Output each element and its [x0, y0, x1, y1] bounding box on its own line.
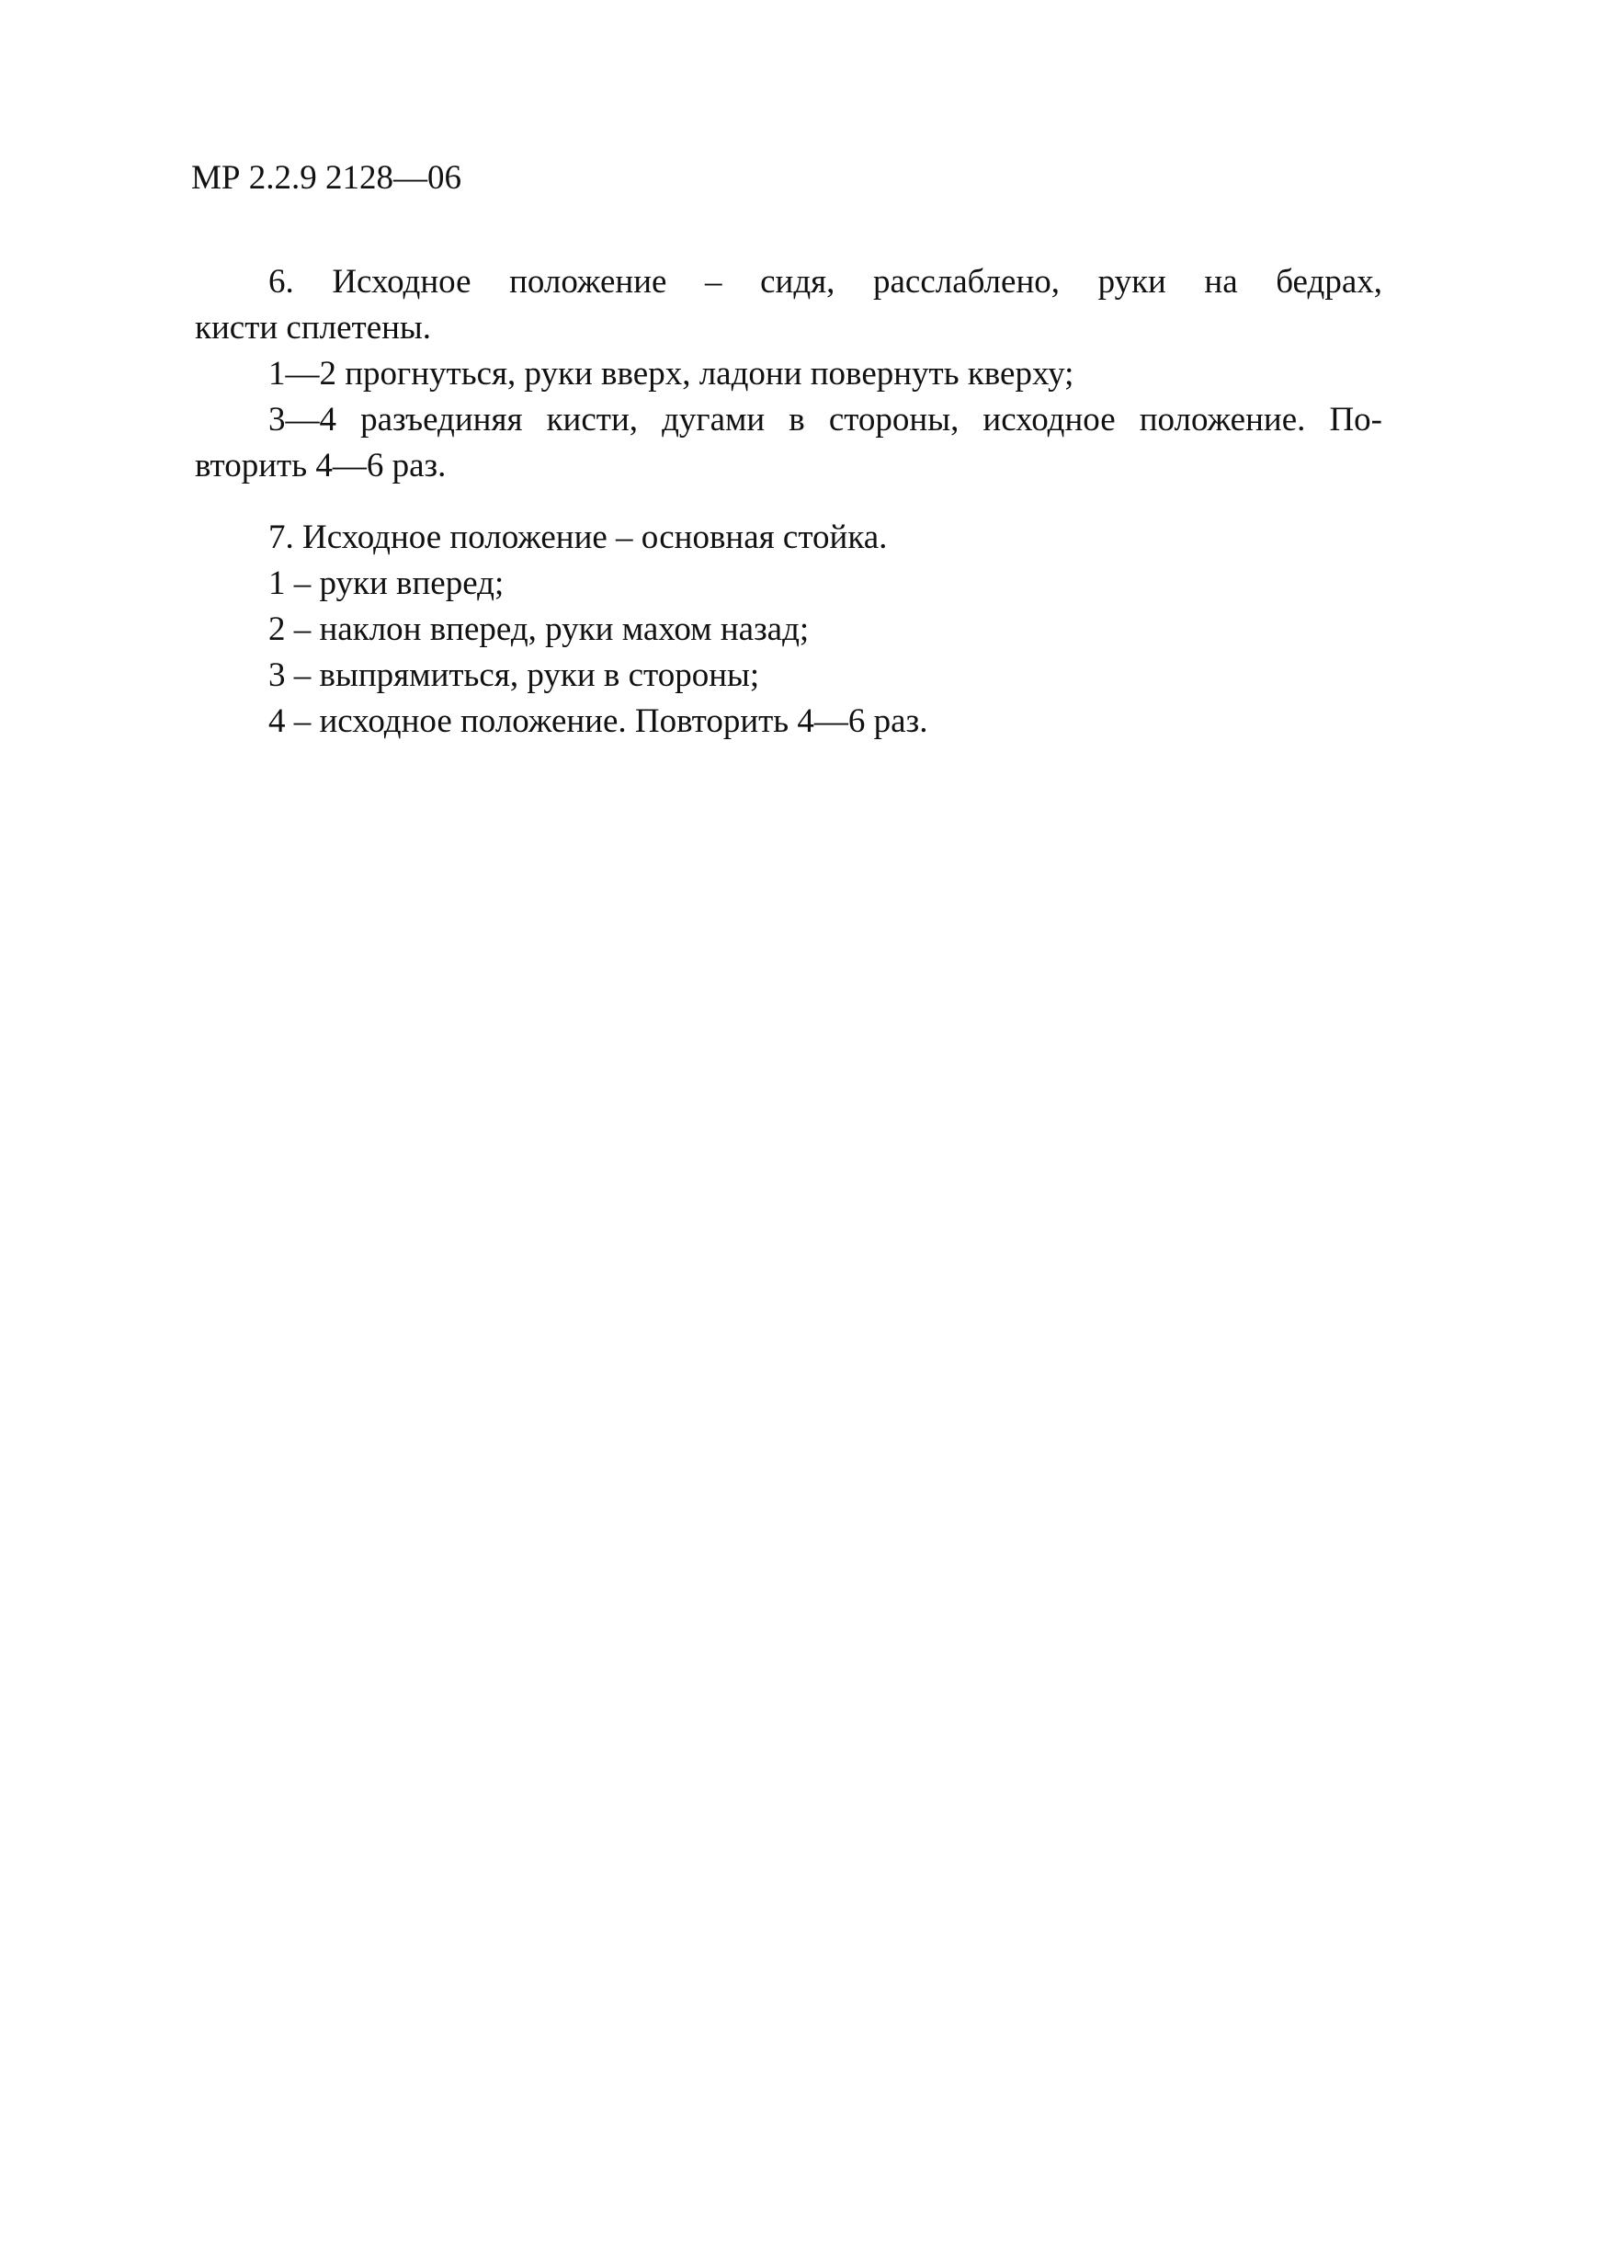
exercise-6-step-1: 1—2 прогнуться, руки вверх, ладони повернуть кверху;	[268, 355, 1074, 393]
exercise-7-title: 7. Исходное положение – основная стойка.	[268, 519, 888, 556]
exercise-7-step-4: 4 – исходное положение. Повторить 4—6 раз.	[268, 702, 928, 740]
exercise-7	[195, 515, 1382, 745]
exercise-7-step-1: 1 – руки вперед;	[268, 564, 505, 602]
exercise-6-line-2: кисти сплетены.	[195, 309, 432, 347]
exercise-6-step-2-line-1: 3—4 разъединяя кисти, дугами в стороны, исходное положение. По-	[268, 401, 1382, 439]
exercise-6-step-2-line-2: вторить 4—6 раз.	[195, 447, 447, 484]
document-header: МР 2.2.9 2128—06	[191, 159, 461, 197]
exercise-7-step-3: 3 – выпрямиться, руки в стороны;	[268, 656, 760, 694]
exercise-7-step-2: 2 – наклон вперед, руки махом назад;	[268, 610, 810, 648]
exercise-6	[195, 259, 1382, 489]
exercise-6-line-1: 6. Исходное положение – сидя, расслаблено, руки на бедрах,	[268, 263, 1382, 301]
